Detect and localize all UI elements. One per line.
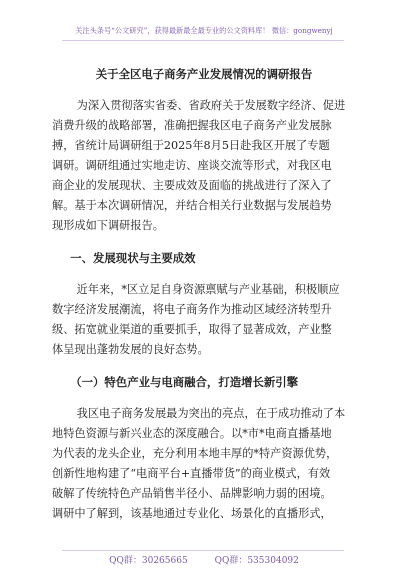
- paragraph-line: 地特色资源与新兴业态的深度融合。以*市*电商直播基地: [52, 427, 332, 440]
- paragraph-line: 体呈现出蓬勃发展的良好态势。: [52, 343, 209, 356]
- paragraph-line: 消费升级的战略部署，准确把握我区电子商务产业发展脉: [52, 119, 332, 132]
- paragraph-line: 解。基于本次调研情况，并结合相关行业数据与发展趋势: [52, 199, 332, 212]
- footer-qq-group-2: QQ群：535304092: [214, 556, 299, 566]
- paragraph-line: 破解了传统特色产品销售半径小、品牌影响力弱的困境。: [52, 487, 332, 500]
- paragraph-line: 搏，省统计局调研组于2025年8月5日赴我区开展了专题: [52, 139, 330, 152]
- paragraph-line: 级、拓宽就业渠道的重要抓手，取得了显著成效，产业整: [52, 323, 332, 336]
- document-title: 关于全区电子商务产业发展情况的调研报告: [95, 67, 313, 81]
- paragraph-line: 我区电子商务发展最为突出的亮点，在于成功推动了本: [76, 407, 346, 420]
- section-paragraph: [52, 280, 356, 360]
- paragraph-line: 近年来，*区立足自身资源禀赋与产业基础，积极顺应: [76, 283, 340, 296]
- footer: [0, 553, 408, 566]
- intro-paragraph: [52, 96, 356, 236]
- paragraph-line: 现形成如下调研报告。: [52, 219, 164, 232]
- header-divider: [62, 40, 344, 41]
- paragraph-line: 为代表的龙头企业，充分利用本地丰厚的*特产资源优势，: [52, 447, 338, 460]
- paragraph-line: 商企业的发展现状、主要成效及面临的挑战进行了深入了: [52, 179, 332, 192]
- paragraph-line: 创新性地构建了“电商平台+直播带货”的商业模式，有效: [52, 467, 331, 480]
- footer-qq-group-1: QQ群：30265665: [109, 556, 188, 566]
- document-page: [52, 66, 356, 537]
- section-heading: 一、发展现状与主要成效: [70, 251, 196, 265]
- paragraph-line: 调研。调研组通过实地走访、座谈交流等形式，对我区电: [52, 159, 332, 172]
- subsection-heading: （一）特色产业与电商融合，打造增长新引擎: [70, 375, 299, 389]
- footer-divider: [62, 550, 344, 551]
- paragraph-line: 数字经济发展潮流，将电子商务作为推动区域经济转型升: [52, 303, 332, 316]
- paragraph-line: 为深入贯彻落实省委、省政府关于发展数字经济、促进: [76, 99, 346, 112]
- header-banner: 关注头条号“公文研究”，获得最新最全最专业的公文资料库！ 微信：gongwenyj: [75, 26, 333, 35]
- subsection-paragraph: [52, 404, 356, 524]
- paragraph-line: 调研中了解到，该基地通过专业化、场景化的直播形式，: [52, 507, 332, 520]
